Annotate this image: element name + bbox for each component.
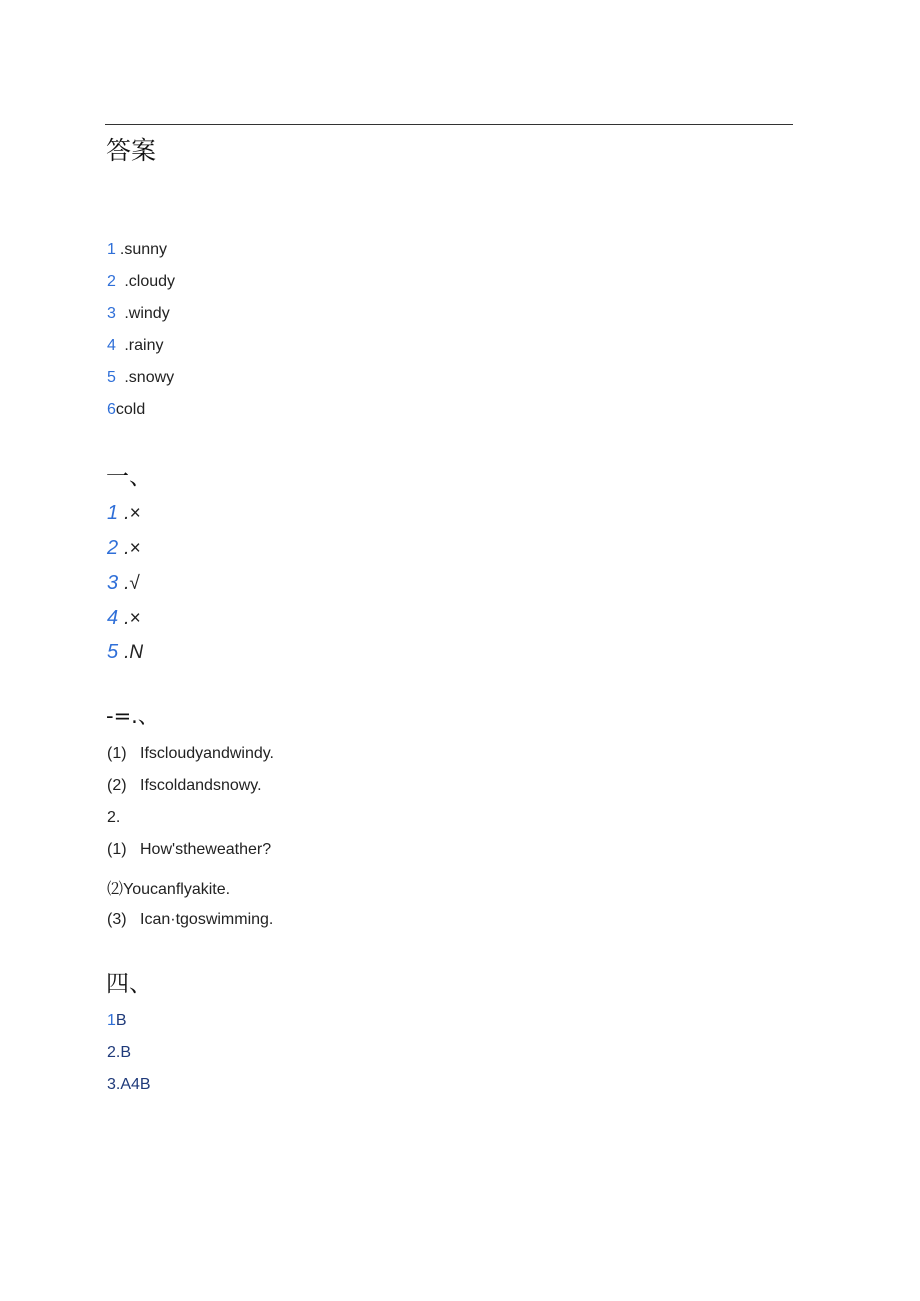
page-title: 答案 (106, 136, 157, 165)
list-item (107, 537, 141, 560)
item-text: .windy (119, 305, 170, 322)
item-number: 3 (107, 572, 119, 594)
section-heading: -=.、 (106, 704, 159, 728)
item-text: .× (124, 538, 141, 559)
answer-line (107, 777, 262, 795)
answer-line (107, 841, 271, 859)
section-heading: 一、 (106, 464, 152, 490)
answer-line (107, 876, 230, 899)
item-text: .rainy (119, 337, 164, 354)
item-text: 3.A4B (107, 1076, 151, 1093)
item-text: .cloudy (119, 273, 176, 290)
item-text: B (115, 1012, 127, 1029)
answer-label: (1) (107, 745, 127, 762)
item-number: 2 (107, 273, 116, 290)
item-number: 1 (107, 241, 116, 258)
answer-label: ⑵ (107, 881, 124, 898)
list-item (107, 1076, 151, 1094)
item-number: 2 (107, 537, 119, 559)
item-number: 5 (107, 369, 116, 386)
answer-label: (3) (107, 911, 127, 928)
item-number: 4 (107, 607, 119, 629)
item-text: cold (115, 401, 146, 418)
list-item (107, 369, 174, 387)
answer-label: (2) (107, 777, 127, 794)
item-text: .N (124, 642, 144, 663)
answer-line (107, 809, 120, 827)
item-text: .sunny (119, 241, 168, 258)
answer-text: Ican·tgoswimming. (140, 911, 274, 928)
item-number: 1 (107, 1012, 116, 1029)
item-text: .√ (124, 573, 140, 594)
header-rule (105, 124, 793, 125)
answer-text: How'stheweather? (140, 841, 272, 858)
list-item (107, 305, 170, 323)
item-text: 2.B (107, 1044, 132, 1061)
list-item (107, 607, 141, 630)
item-number: 4 (107, 337, 116, 354)
list-item (107, 1044, 131, 1062)
list-item (107, 241, 167, 259)
list-item (107, 337, 163, 355)
list-item (107, 572, 140, 595)
answer-line (107, 745, 274, 763)
list-item (107, 401, 145, 419)
answer-text: Youcanflyakite. (123, 881, 231, 898)
answer-label: (1) (107, 841, 127, 858)
list-item (107, 273, 175, 291)
item-number: 3 (107, 305, 116, 322)
section-heading: 四、 (106, 971, 152, 997)
list-item (107, 641, 143, 664)
item-text: .× (124, 503, 141, 524)
list-item (107, 1012, 127, 1030)
answer-line (107, 911, 273, 929)
answer-text: Ifscloudyandwindy. (140, 745, 274, 762)
item-text: .× (124, 608, 141, 629)
answer-text: 2. (107, 809, 121, 826)
item-number: 1 (107, 502, 119, 524)
answer-text: Ifscoldandsnowy. (140, 777, 262, 794)
list-item (107, 502, 141, 525)
item-text: .snowy (119, 369, 175, 386)
item-number: 6 (107, 401, 116, 418)
item-number: 5 (107, 641, 119, 663)
